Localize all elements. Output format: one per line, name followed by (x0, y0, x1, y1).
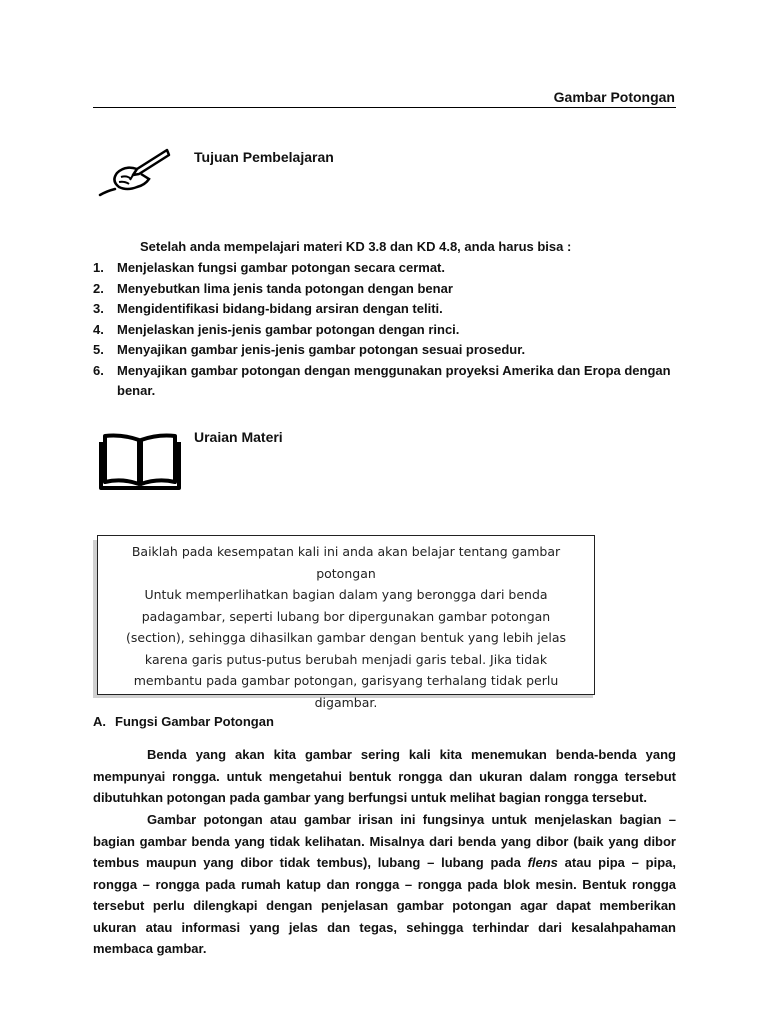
list-item-number: 6. (93, 362, 104, 378)
list-item (93, 258, 678, 279)
paragraph-2-italic: flens (527, 855, 558, 870)
callout-line-1: Baiklah pada kesempatan kali ini anda akan belajar tentang gambar potongan (131, 544, 561, 581)
intro-text: Setelah anda mempelajari materi KD 3.8 dan KD 4.8, anda harus bisa : (140, 239, 572, 254)
section-a-title: Fungsi Gambar Potongan (115, 714, 274, 729)
list-item-number: 2. (93, 280, 104, 296)
section-heading-tujuan: Tujuan Pembelajaran (194, 149, 334, 165)
paragraph-2 (93, 809, 676, 960)
open-book-icon (97, 432, 183, 494)
list-item-text: Menjelaskan fungsi gambar potongan secara cermat. (117, 260, 445, 275)
list-item (93, 320, 678, 341)
header-divider (93, 107, 676, 108)
callout-line-2: Untuk memperlihatkan bagian dalam yang berongga dari benda padagambar, seperti lubang bor dipergunakan gambar potongan (section), sehingga dihasilkan gambar dengan bentuk yang lebih jelas karena garis putus-putus berubah menjadi garis tebal. Jika tidak membantu pada gambar potongan, garisyang terhalang tidak perlu digambar. (125, 587, 567, 710)
list-item (93, 361, 678, 402)
list-item (93, 279, 678, 300)
list-item (93, 340, 678, 361)
list-item-number: 5. (93, 342, 104, 357)
list-item-number: 4. (93, 321, 104, 337)
paragraph-1: Benda yang akan kita gambar sering kali kita menemukan benda-benda yang mempunyai rongga. untuk mengetahui bentuk rongga dan ukuran dalam rongga tersebut dibutuhkan potongan pada gambar yang berfungsi untuk melihat bagian rongga tersebut. (93, 747, 676, 805)
list-item (93, 299, 678, 320)
list-item-text: Menyajikan gambar potongan dengan menggunakan proyeksi Amerika dan Eropa dengan benar. (117, 362, 671, 398)
paragraph-2-part-a: Gambar potongan atau gambar irisan ini fungsinya untuk menjelaskan bagian – bagian gambar benda yang tidak kelihatan. Misalnya dari benda yang dibor (baik yang dibor tembus maupun yang dibor tidak tembus), lubang – lubang pada (93, 812, 676, 870)
list-item-number: 3. (93, 301, 104, 316)
page-header-title: Gambar Potongan (553, 89, 675, 105)
section-a-letter: A. (93, 714, 106, 729)
intro-callout-box (97, 535, 595, 710)
pen-writing-icon (97, 147, 173, 199)
learning-goals-list (93, 258, 678, 402)
section-a-heading (93, 714, 274, 729)
section-heading-uraian: Uraian Materi (194, 429, 283, 445)
list-item-text: Menyebutkan lima jenis tanda potongan dengan benar (117, 280, 453, 296)
list-item-text: Menjelaskan jenis-jenis gambar potongan dengan rinci. (117, 321, 460, 337)
list-item-number: 1. (93, 260, 104, 275)
list-item-text: Mengidentifikasi bidang-bidang arsiran dengan teliti. (117, 301, 443, 316)
paragraph-2-part-b: atau pipa – pipa, rongga – rongga pada rumah katup dan rongga – rongga pada blok mesin. Bentuk rongga tersebut perlu dilengkapi dengan penjelasan gambar potongan agar dapat memberikan ukuran atau informasi yang jelas dan tegas, sehingga terhindar dari kesalahpahaman membaca gambar. (93, 855, 676, 956)
list-item-text: Menyajikan gambar jenis-jenis gambar potongan sesuai prosedur. (117, 342, 526, 357)
